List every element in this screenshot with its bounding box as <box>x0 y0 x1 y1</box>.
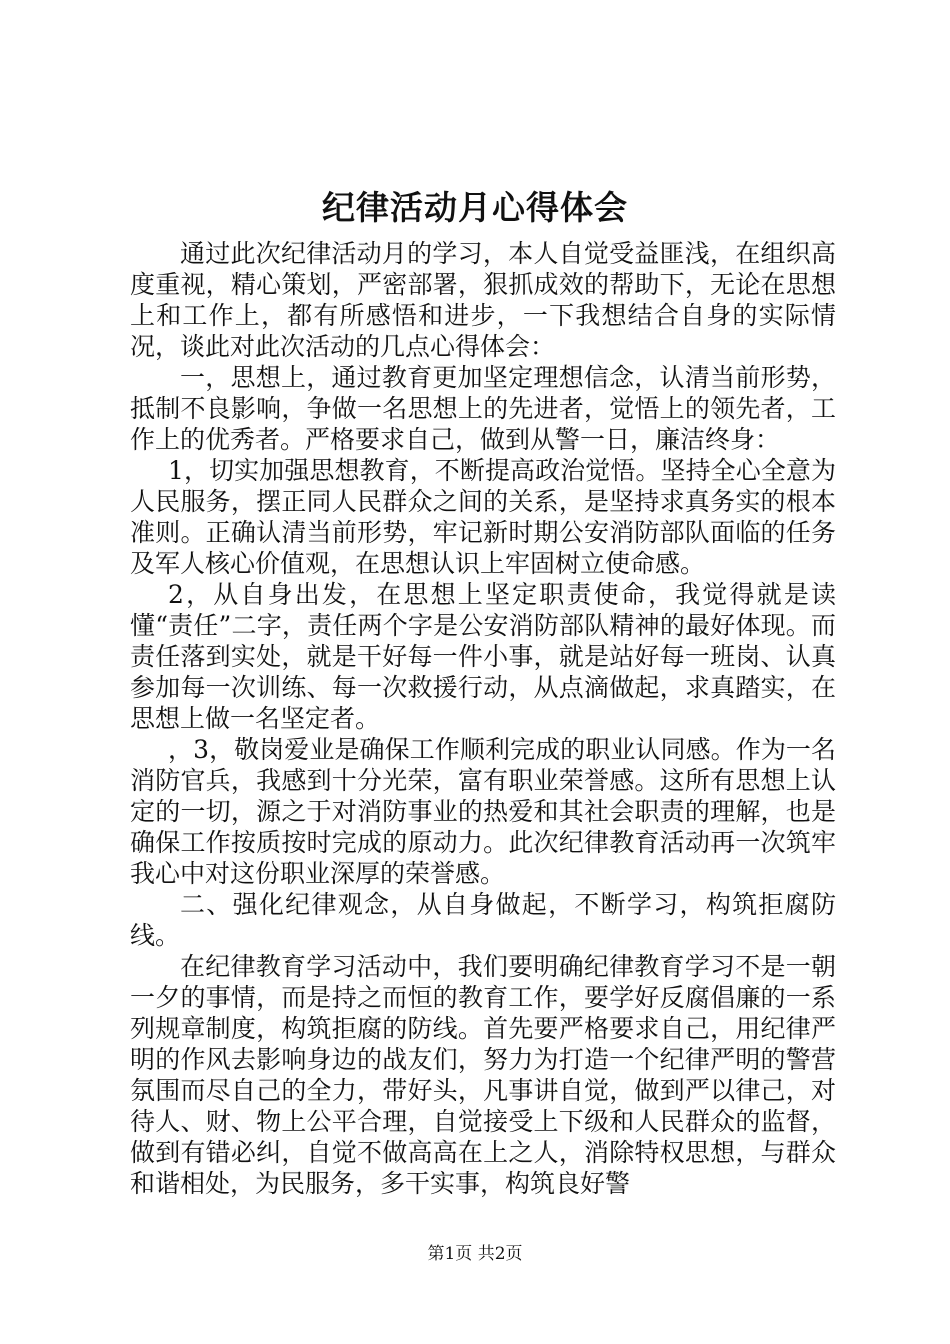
paragraph-section-two: 二、强化纪律观念，从自身做起，不断学习，构筑拒腐防线。 <box>130 890 836 950</box>
page-number-footer: 第1页 共2页 <box>427 1244 523 1264</box>
paragraph-discipline: 在纪律教育学习活动中，我们要明确纪律教育学习不是一朝一夕的事情，而是持之而恒的教育工作，要学好反腐倡廉的一系列规章制度，构筑拒腐的防线。首先要严格要求自己，用纪律严明的作风去影响身边的战友们，努力为打造一个纪律严明的警营氛围而尽自己的全力，带好头，凡事讲自觉，做到严以律己，对待人、财、物上公平合理，自觉接受上下级和人民群众的监督，做到有错必纠，自觉不做高高在上之人，消除特权思想，与群众和谐相处，为民服务，多干实事，构筑良好警 <box>130 952 836 1198</box>
paragraph-point-2: 2，从自身出发，在思想上坚定职责使命，我觉得就是读懂“责任”二字，责任两个字是公安消防部队精神的最好体现。而责任落到实处，就是干好每一件小事，就是站好每一班岗、认真参加每一次训练、每一次救援行动，从点滴做起，求真踏实，在思想上做一名坚定者。 <box>130 580 836 733</box>
paragraph-point-3: ，3，敬岗爱业是确保工作顺利完成的职业认同感。作为一名消防官兵，我感到十分光荣，富有职业荣誉感。这所有思想上认定的一切，源之于对消防事业的热爱和其社会职责的理解，也是确保工作按质按时完成的原动力。此次纪律教育活动再一次筑牢我心中对这份职业深厚的荣誉感。 <box>130 735 836 888</box>
paragraph-section-one: 一，思想上，通过教育更加坚定理想信念，认清当前形势，抵制不良影响，争做一名思想上的先进者，觉悟上的领先者，工作上的优秀者。严格要求自己，做到从警一日，廉洁终身： <box>130 363 836 454</box>
paragraph-point-1: 1，切实加强思想教育，不断提高政治觉悟。坚持全心全意为人民服务，摆正同人民群众之间的关系，是坚持求真务实的根本准则。正确认清当前形势，牢记新时期公安消防部队面临的任务及军人核心价值观，在思想认识上牢固树立使命感。 <box>130 456 836 578</box>
paragraph-intro: 通过此次纪律活动月的学习，本人自觉受益匪浅，在组织高度重视，精心策划，严密部署，狠抓成效的帮助下，无论在思想上和工作上，都有所感悟和进步，一下我想结合自身的实际情况，谈此对此次活动的几点心得体会： <box>130 239 836 361</box>
document-body <box>130 238 836 1199</box>
document-title: 纪律活动月心得体会 <box>322 188 628 227</box>
